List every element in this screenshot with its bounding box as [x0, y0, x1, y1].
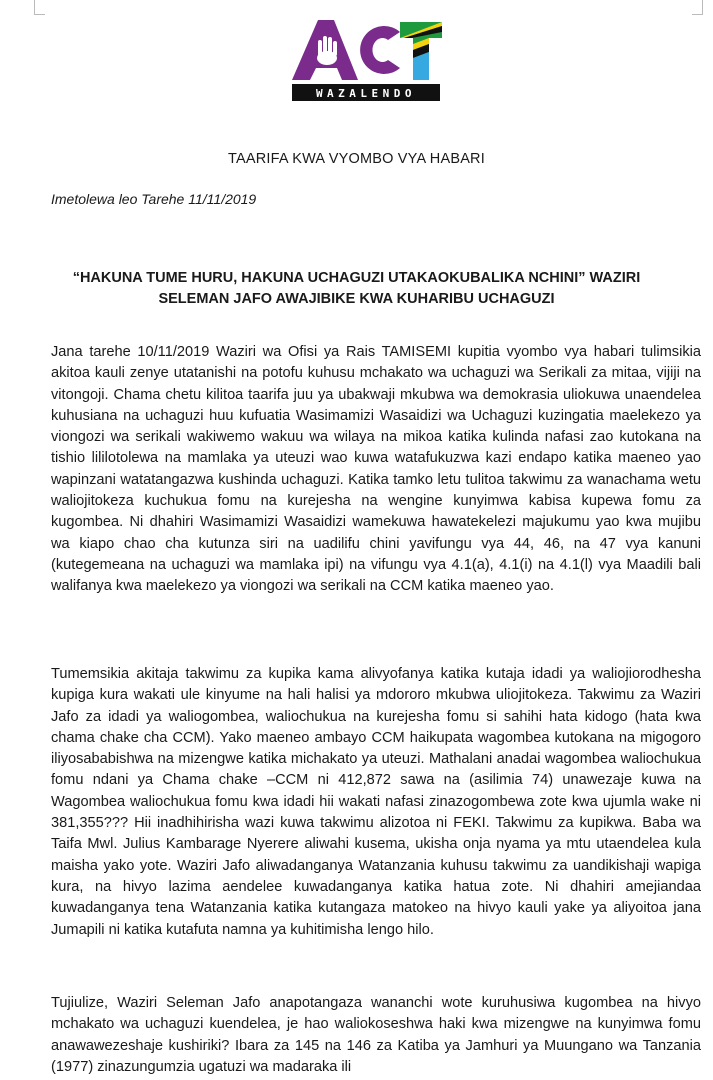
- logo-wazalendo-text: WAZALENDO: [315, 87, 417, 100]
- act-wazalendo-logo: [288, 14, 448, 102]
- document-heading: TAARIFA KWA VYOMBO VYA HABARI: [228, 151, 485, 167]
- issue-date: Imetolewa leo Tarehe 11/11/2019: [51, 191, 257, 207]
- body-paragraph-1: Jana tarehe 10/11/2019 Waziri wa Ofisi ya Rais TAMISEMI kupitia vyombo vya habari tulimsikia akitoa kauli zenye utatanishi na potofu kuhusu mchakato wa uchaguzi wa Serikali za mitaa, vijiji na vitongoji. Chama chetu kilitoa taarifa juu ya ubakwaji mkubwa wa demokrasia uliokuwa unaendelea kuhusiana na uchaguzi huu kufuatia Wasimamizi Wasaidizi wa Uchaguzi kuzingatia maelekezo ya viongozi wa serikali wakiwemo wakuu wa wilaya na mikoa katika kulinda nafasi zao kutokana na tishio lililotolewa na mamlaka ya uteuzi wao kuwa watafukuzwa kazi endapo katika maeneo yao wapinzani watatangazwa kushinda uchaguzi. Katika tamko letu tulitoa takwimu za wanachama wetu waliojitokeza kuchukua fomu na kurejesha na wengine kunyimwa kabisa kupewa fomu za kugombea. Ni dhahiri Wasimamizi Wasaidizi wamekuwa hawatekelezi majukumu yao kwa mujibu wa kiapo chao cha kutunza siri na uadilifu chini yavifungu vya 44, 46, na 47 vya kanuni (kutegemeana na uchaguzi wa mamlaka ipi) na vifungu vya 4.1(a), 4.1(i) na 4.1(l) vya Maadili bali walifanya kwa maelekezo ya viongozi wa serikali na CCM katika maeneo yao.: [51, 344, 701, 595]
- body-paragraph-2: Tumemsikia akitaja takwimu za kupika kama alivyofanya katika kutaja idadi ya waliojiorodhesha kupiga kura wakati ule kinyume na hali halisi ya mdororo mkubwa uliojitokeza. Takwimu za Waziri Jafo za idadi ya waliogombea, waliochukua na kurejesha fomu si sahihi hata kidogo (hata kwa chama chake cha CCM). Yako maeneo ambayo CCM haikupata wagombea kutokana na migogoro iliyosababishwa na mizengwe katika michakato ya uteuzi. Mathalani anadai wagombea waliochukua fomu ndani ya Chama chake –CCM ni 412,872 sawa na (asilimia 74) unawezaje kuwa na Wagombea waliochukua fomu kwa idadi hii wakati nafasi zinazogombewa zote kwa ujumla wake ni 381,355??? Hii inadhihirisha wazi kuwa takwimu alizotoa ni FEKI. Takwimu za kupikwa. Baba wa Taifa Mwl. Julius Kambarage Nyerere aliwahi kusema, ukisha onja nyama ya mtu utaendelea kula maisha yako yote. Waziri Jafo aliwadanganya Watanzania kuhusu takwimu za uandikishaji wapiga kura, na hivyo lazima aendelee kuwadanganya katika hatua zote. Ni dhahiri amejiandaa kuwadanganya tena Watanzania katika kutangaza matokeo na hivyo kauli yake ya aliyoitoa jana Jumapili ni katika kutafuta namna ya kuhitimisha lengo hilo.: [51, 666, 701, 938]
- logo-letter-c: [360, 26, 400, 74]
- press-headline: “HAKUNA TUME HURU, HAKUNA UCHAGUZI UTAKAOKUBALIKA NCHINI” WAZIRI SELEMAN JAFO AWAJIBIKE KWA KUHARIBU UCHAGUZI: [72, 270, 641, 307]
- tanzania-flag-icon: [400, 22, 442, 80]
- body-paragraph-3: Tujiulize, Waziri Seleman Jafo anapotangaza wananchi wote kuruhusiwa kugombea na hivyo mchakato wa uchaguzi kuendelea, je hao waliokoseshwa haki kwa mizengwe na kunyimwa fomu anawawezeshaje kushiriki? Ibara za 145 na 146 za Katiba ya Jamhuri ya Muungano wa Tanzania (1977) zinazungumzia ugatuzi wa madaraka ili: [51, 995, 701, 1075]
- page-corner-mark-right: [692, 0, 703, 15]
- page-corner-mark-left: [34, 0, 45, 15]
